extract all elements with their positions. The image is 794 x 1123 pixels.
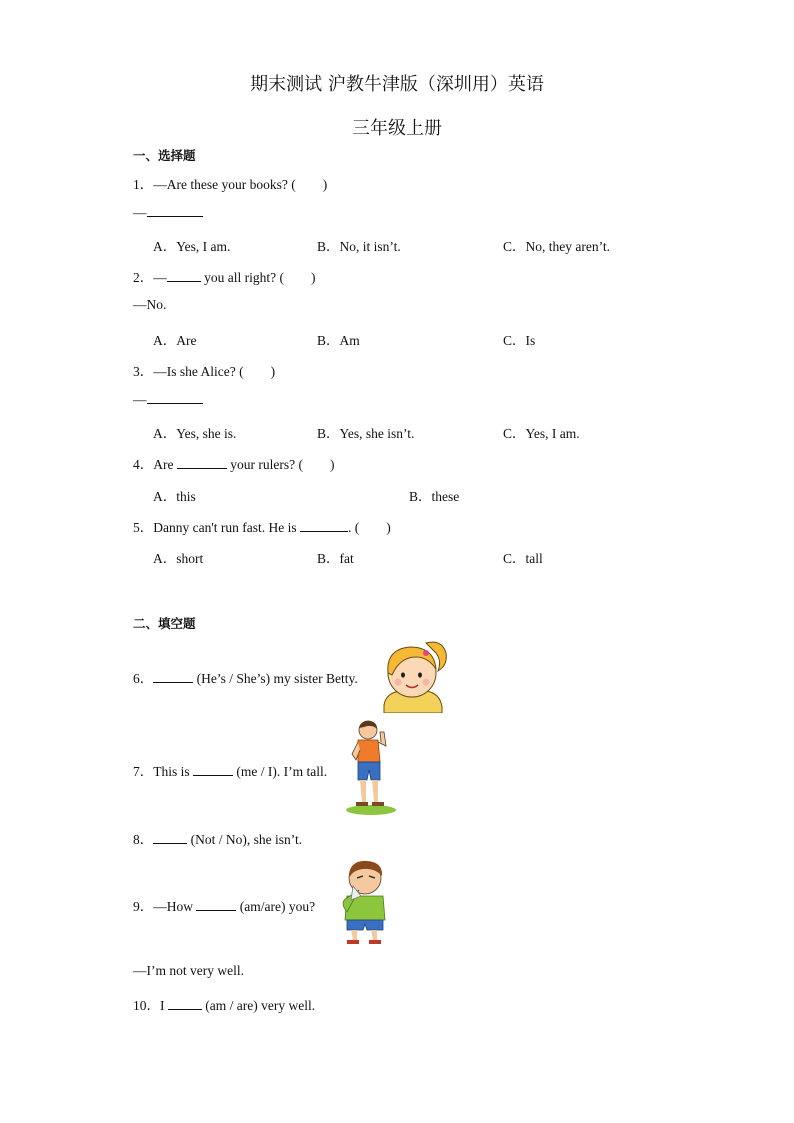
sick-boy-sneezing-illustration [333,858,399,946]
question-2-option-b: B．Am [317,333,360,348]
question-5-option-a: A．short [153,551,204,566]
question-1-answer-line: — [133,204,203,221]
question-10: 10．I (am / are) very well. [133,998,316,1013]
question-9-reply: —I’m not very well. [133,963,244,978]
question-6: 6． (He’s / She’s) my sister Betty. [133,671,358,686]
question-4-option-a: A．this [153,489,196,504]
question-9: 9．—How (am/are) you? [133,899,316,914]
question-8: 8． (Not / No), she isn’t. [133,832,303,847]
girl-with-ponytail-illustration [376,635,452,713]
question-5-option-c: C．tall [503,551,543,566]
question-5-option-b: B．fat [317,551,354,566]
question-1-stem: 1．—Are these your books? ( ) [133,177,328,192]
question-2-option-c: C．Is [503,333,536,348]
page-subtitle: 三年级上册 [352,118,442,139]
question-1-option-b: B．No, it isn’t. [317,239,401,254]
question-7: 7．This is (me / I). I’m tall. [133,764,328,779]
question-1-option-c: C．No, they aren’t. [503,239,610,254]
question-1-option-a: A．Yes, I am. [153,239,231,254]
section-heading-choice: 一、选择题 [133,148,196,163]
section-heading-fill-in: 二、填空题 [133,616,196,631]
question-4-option-b: B．these [409,489,460,504]
question-3-stem: 3．—Is she Alice? ( ) [133,364,276,379]
question-3-option-b: B．Yes, she isn’t. [317,426,415,441]
question-2-option-a: A．Are [153,333,197,348]
question-3-option-a: A．Yes, she is. [153,426,237,441]
question-5-stem: 5．Danny can't run fast. He is . ( ) [133,520,391,535]
question-2-stem: 2．— you all right? ( ) [133,270,316,285]
boy-flexing-arm-illustration [344,718,398,816]
question-3-answer-line: — [133,391,203,408]
question-2-reply: —No. [133,297,167,312]
question-3-option-c: C．Yes, I am. [503,426,580,441]
page-title: 期末测试 沪教牛津版（深圳用）英语 [250,74,544,95]
question-4-stem: 4．Are your rulers? ( ) [133,457,335,472]
